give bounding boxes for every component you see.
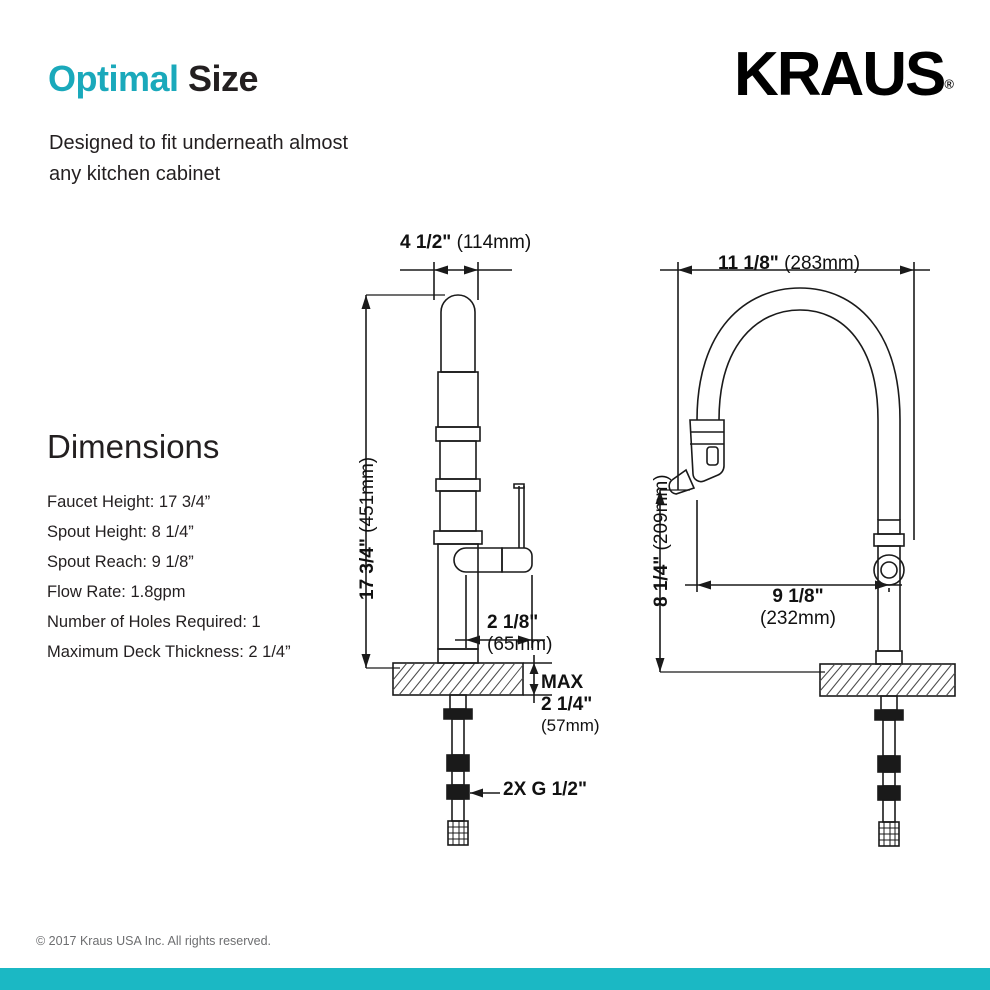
dim-value-in: 4 1/2"	[400, 232, 452, 253]
registered-trademark-icon: ®	[944, 76, 954, 92]
dim-label-overall-width	[718, 253, 860, 275]
list-item: Spout Reach: 9 1/8”	[47, 553, 194, 572]
dim-value-in: 11 1/8"	[718, 253, 779, 274]
dim-label-spout-reach	[760, 586, 836, 630]
dim-value-mm: (451mm)	[357, 456, 378, 533]
page-title-dark: Size	[188, 58, 259, 99]
dim-label-thread-size: 2X G 1/2"	[503, 779, 587, 800]
list-item: Flow Rate: 1.8gpm	[47, 583, 186, 602]
kraus-logo-text: KRAUS	[733, 40, 945, 109]
list-item: Spout Height: 8 1/4”	[47, 523, 194, 542]
bottom-accent-bar	[0, 968, 990, 990]
dim-value-mm: (232mm)	[760, 607, 837, 629]
dim-value-mm: (57mm)	[541, 715, 600, 735]
dim-value-in: 2 1/4"	[541, 693, 593, 715]
dim-value-in: 17 3/4"	[357, 538, 378, 600]
dim-value-mm: (65mm)	[487, 633, 553, 655]
dim-label-spout-height	[651, 474, 673, 607]
dim-value-in: 8 1/4"	[651, 555, 672, 607]
dim-label-deck-thickness	[541, 672, 600, 735]
dim-label-top-width	[400, 232, 531, 254]
page-title-accent: Optimal	[48, 58, 179, 99]
list-item: Number of Holes Required: 1	[47, 613, 261, 632]
dim-value-mm: (114mm)	[456, 232, 532, 253]
list-item: Faucet Height: 17 3/4”	[47, 493, 211, 511]
list-item: Maximum Deck Thickness: 2 1/4”	[47, 643, 291, 662]
dim-value-in: 2 1/8"	[487, 612, 539, 633]
dim-value-mm: (209mm)	[651, 474, 672, 551]
page-subtitle: Designed to fit underneath almost any kitchen cabinet	[49, 132, 349, 185]
dimensions-heading: Dimensions	[47, 428, 220, 465]
dim-value-mm: (283mm)	[784, 253, 861, 274]
dim-value-in: 9 1/8"	[772, 586, 824, 607]
dim-max-label: MAX	[541, 672, 584, 693]
dim-label-handle-offset	[487, 612, 552, 656]
copyright-notice: © 2017 Kraus USA Inc. All rights reserved.	[36, 934, 272, 948]
dim-label-faucet-height	[357, 457, 379, 600]
